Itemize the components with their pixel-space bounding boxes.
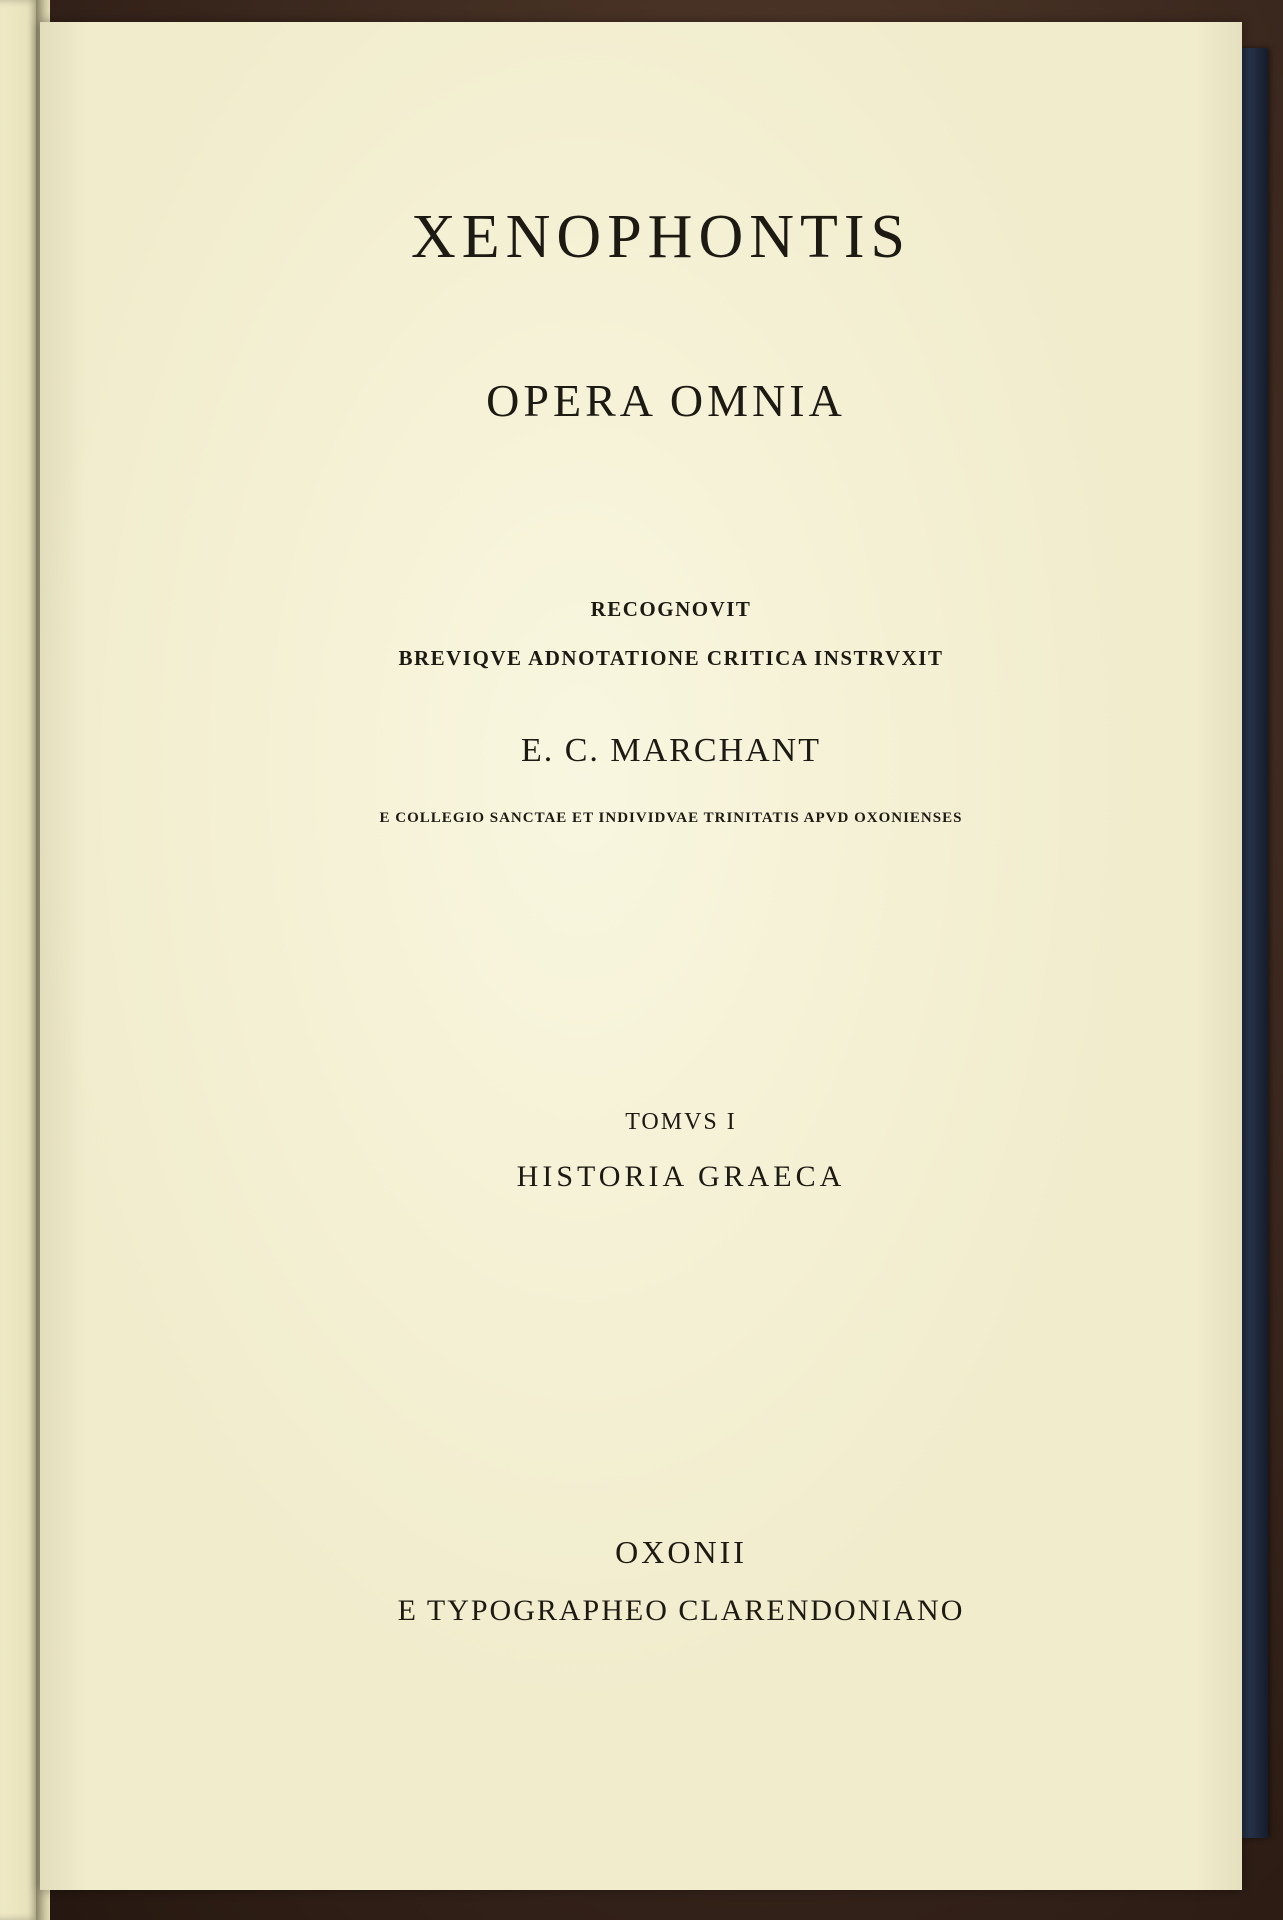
work-title: OPERA OMNIA (486, 375, 846, 426)
editor-affiliation: E COLLEGIO SANCTAE ET INDIVIDVAE TRINITATIS APVD OXONIENSES (379, 810, 963, 826)
volume-title: HISTORIA GRAECA (516, 1160, 846, 1193)
editor-name: E. C. MARCHANT (520, 732, 822, 769)
title-page (40, 22, 1242, 1890)
author-heading: XENOPHONTIS (411, 203, 911, 271)
annotation-line: BREVIQVE ADNOTATIONE CRITICA INSTRVXIT (398, 646, 944, 670)
previous-page-edge (0, 0, 40, 1920)
volume-number: TOMVS I (625, 1109, 737, 1135)
recognovit-line: RECOGNOVIT (590, 597, 752, 621)
publisher-name: E TYPOGRAPHEO CLARENDONIANO (397, 1594, 965, 1627)
title-page-text-column (40, 22, 1242, 1890)
publication-place: OXONII (615, 1534, 747, 1570)
